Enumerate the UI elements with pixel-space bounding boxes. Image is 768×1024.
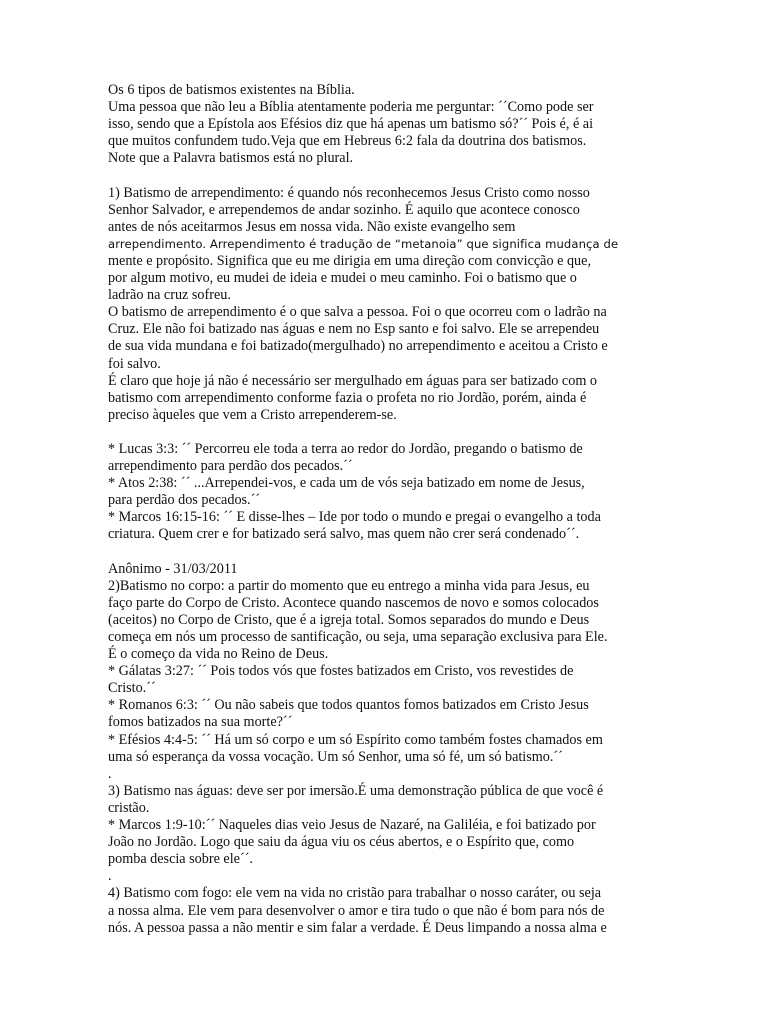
section2-line: É o começo da vida no Reino de Deus. [108, 646, 329, 663]
section2-line: . [108, 765, 112, 782]
section1-line: por algum motivo, eu mudei de ideia e mudei o meu caminho. Foi o batismo que o [108, 270, 577, 287]
section3-line: pomba descia sobre ele´´. [108, 851, 253, 868]
section4-line: nós. A pessoa passa a não mentir e sim falar a verdade. É Deus limpando a nossa alma e [108, 919, 607, 936]
section2-line: (aceitos) no Corpo de Cristo, que é a igreja total. Somos separados do mundo e Deus [108, 611, 590, 628]
section1-line: batismo com arrependimento conforme fazia o profeta no rio Jordão, porém, ainda é [108, 389, 587, 406]
intro-line: que muitos confundem tudo.Veja que em Hebreus 6:2 fala da doutrina dos batismos. [108, 133, 587, 150]
section2-line: começa em nós um processo de santificação, ou seja, uma separação exclusiva para Ele. [108, 629, 608, 645]
section4-line: 4) Batismo com fogo: ele vem na vida no cristão para trabalhar o nosso caráter, ou seja [108, 885, 602, 902]
section1-line: O batismo de arrependimento é o que salva a pessoa. Foi o que ocorreu com o ladrão na [108, 304, 607, 321]
verse-line: * Atos 2:38: ´´ ...Arrependei-vos, e cada um de vós seja batizado em nome de Jesus, [108, 475, 585, 492]
section1-line: ladrão na cruz sofreu. [108, 287, 231, 304]
document-page [108, 82, 660, 937]
section1-line: 1) Batismo de arrependimento: é quando nós reconhecemos Jesus Cristo como nosso [108, 184, 590, 201]
section2-line: Cristo.´´ [108, 680, 156, 697]
section1-line: de sua vida mundana e foi batizado(mergulhado) no arrependimento e aceitou a Cristo e [108, 338, 608, 355]
paragraph-gap [108, 544, 660, 561]
verse-line: arrependimento para perdão dos pecados.´´ [108, 458, 353, 475]
section1-line: preciso àqueles que vem a Cristo arrependerem-se. [108, 406, 397, 423]
verse-line: * Lucas 3:3: ´´ Percorreu ele toda a terra ao redor do Jordão, pregando o batismo de [108, 440, 583, 457]
document-title: Os 6 tipos de batismos existentes na Bíblia. [108, 82, 355, 98]
verse-line: para perdão dos pecados.´´ [108, 492, 261, 509]
verse-line: criatura. Quem crer e for batizado será salvo, mas quem não crer será condenado´´. [108, 526, 580, 543]
section4-line: a nossa alma. Ele vem para desenvolver o amor e tira tudo o que não é bom para nós de [108, 902, 605, 919]
section3-line: * Marcos 1:9-10:´´ Naqueles dias veio Jesus de Nazaré, na Galiléia, e foi batizado por [108, 817, 596, 834]
section3-line: . [108, 868, 112, 885]
section1-line: É claro que hoje já não é necessário ser mergulhado em águas para ser batizado com o [108, 372, 598, 389]
section2-line: * Efésios 4:4-5: ´´ Há um só corpo e um só Espírito como também fostes chamados em [108, 731, 603, 748]
section2-line: uma só esperança da vossa vocação. Um só Senhor, uma só fé, um só batismo.´´ [108, 748, 563, 765]
intro-line: isso, sendo que a Epístola aos Efésios diz que há apenas um batismo só?´´ Pois é, é ai [108, 116, 594, 133]
intro-line: Uma pessoa que não leu a Bíblia atentamente poderia me perguntar: ´´Como pode ser [108, 99, 594, 116]
verse-line: * Marcos 16:15-16: ´´ E disse-lhes – Ide por todo o mundo e pregai o evangelho a toda [108, 509, 601, 526]
intro-line: Note que a Palavra batismos está no plural. [108, 150, 354, 167]
section1-line: mente e propósito. Significa que eu me dirigia em uma direção com convicção e que, [108, 252, 591, 269]
section2-line: 2)Batismo no corpo: a partir do momento que eu entrego a minha vida para Jesus, eu [108, 577, 590, 594]
section2-line: * Gálatas 3:27: ´´ Pois todos vós que fostes batizados em Cristo, vos revestides de [108, 663, 574, 680]
section2-line: * Romanos 6:3: ´´ Ou não sabeis que todos quantos fomos batizados em Cristo Jesus [108, 697, 589, 714]
section1-line: Cruz. Ele não foi batizado nas águas e nem no Esp santo e foi salvo. Ele se arrependeu [108, 321, 600, 338]
section1-special-line: arrependimento. Arrependimento é tradução de “metanoia” que significa mudança de [108, 236, 619, 251]
paragraph-gap [108, 424, 660, 441]
section1-line: foi salvo. [108, 355, 161, 372]
section3-line: 3) Batismo nas águas: deve ser por imersão.É uma demonstração pública de que você é [108, 782, 604, 799]
paragraph-gap [108, 167, 660, 184]
section2-line: faço parte do Corpo de Cristo. Acontece quando nascemos de novo e somos colocados [108, 594, 599, 611]
section3-line: cristão. [108, 799, 150, 816]
section2-line: fomos batizados na sua morte?´´ [108, 714, 293, 731]
section1-line: antes de nós aceitarmos Jesus em nossa vida. Não existe evangelho sem [108, 218, 516, 235]
author-line: Anônimo - 31/03/2011 [108, 560, 238, 577]
section1-line: Senhor Salvador, e arrependemos de andar sozinho. É aquilo que acontece conosco [108, 201, 580, 218]
section3-line: João no Jordão. Logo que saiu da água viu os céus abertos, e o Espírito que, como [108, 834, 575, 851]
